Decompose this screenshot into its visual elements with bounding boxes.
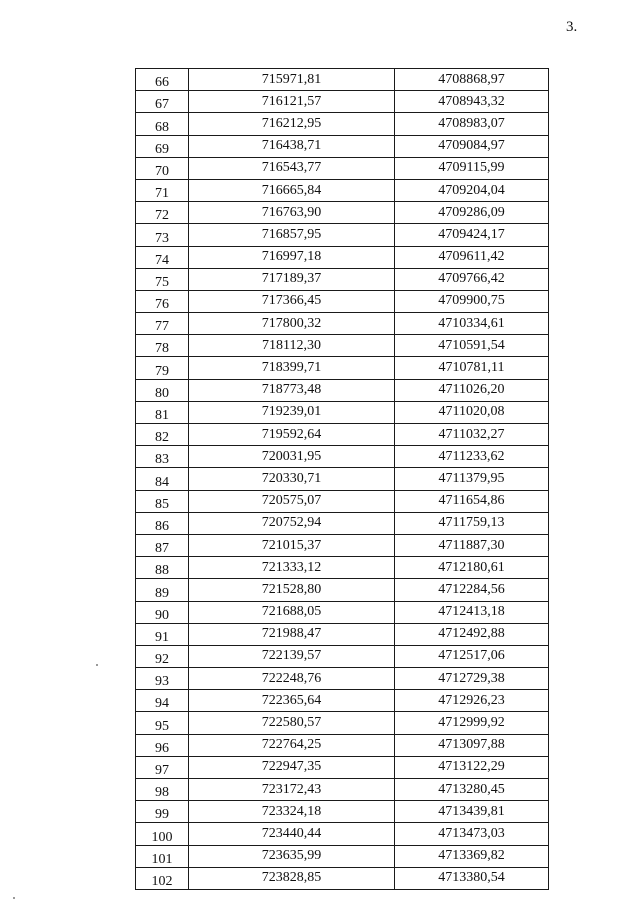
y-coordinate-cell: 4711759,13	[395, 512, 549, 534]
point-number-cell: 68	[136, 113, 189, 135]
y-coordinate-cell: 4713380,54	[395, 867, 549, 889]
table-row	[136, 490, 549, 512]
x-coordinate-cell: 721015,37	[189, 534, 395, 556]
table-row	[136, 801, 549, 823]
y-coordinate-cell: 4710591,54	[395, 335, 549, 357]
table-row	[136, 179, 549, 201]
y-coordinate-cell: 4711654,86	[395, 490, 549, 512]
y-coordinate-cell: 4709766,42	[395, 268, 549, 290]
x-coordinate-cell: 723172,43	[189, 779, 395, 801]
y-coordinate-cell: 4709424,17	[395, 224, 549, 246]
point-number-cell: 73	[136, 224, 189, 246]
table-row	[136, 557, 549, 579]
x-coordinate-cell: 716121,57	[189, 91, 395, 113]
point-number-cell: 67	[136, 91, 189, 113]
y-coordinate-cell: 4709900,75	[395, 290, 549, 312]
point-number-cell: 78	[136, 335, 189, 357]
point-number-cell: 70	[136, 157, 189, 179]
x-coordinate-cell: 719592,64	[189, 424, 395, 446]
y-coordinate-cell: 4713473,03	[395, 823, 549, 845]
y-coordinate-cell: 4711026,20	[395, 379, 549, 401]
table-row	[136, 446, 549, 468]
x-coordinate-cell: 722248,76	[189, 668, 395, 690]
table-row	[136, 69, 549, 91]
y-coordinate-cell: 4712999,92	[395, 712, 549, 734]
scan-speck	[96, 664, 98, 666]
x-coordinate-cell: 723440,44	[189, 823, 395, 845]
table-row	[136, 512, 549, 534]
y-coordinate-cell: 4709084,97	[395, 135, 549, 157]
y-coordinate-cell: 4708983,07	[395, 113, 549, 135]
table-row	[136, 202, 549, 224]
x-coordinate-cell: 720330,71	[189, 468, 395, 490]
x-coordinate-cell: 720575,07	[189, 490, 395, 512]
point-number-cell: 72	[136, 202, 189, 224]
table-row	[136, 823, 549, 845]
table-row	[136, 601, 549, 623]
table-row	[136, 424, 549, 446]
point-number-cell: 94	[136, 690, 189, 712]
table-row	[136, 756, 549, 778]
x-coordinate-cell: 716212,95	[189, 113, 395, 135]
y-coordinate-cell: 4709204,04	[395, 179, 549, 201]
x-coordinate-cell: 721988,47	[189, 623, 395, 645]
y-coordinate-cell: 4712517,06	[395, 645, 549, 667]
x-coordinate-cell: 715971,81	[189, 69, 395, 91]
coordinates-table	[135, 68, 549, 890]
x-coordinate-cell: 721688,05	[189, 601, 395, 623]
y-coordinate-cell: 4713280,45	[395, 779, 549, 801]
x-coordinate-cell: 719239,01	[189, 401, 395, 423]
y-coordinate-cell: 4711233,62	[395, 446, 549, 468]
table-row	[136, 379, 549, 401]
point-number-cell: 99	[136, 801, 189, 823]
table-row	[136, 91, 549, 113]
x-coordinate-cell: 723828,85	[189, 867, 395, 889]
table-row	[136, 690, 549, 712]
x-coordinate-cell: 720031,95	[189, 446, 395, 468]
point-number-cell: 76	[136, 290, 189, 312]
table-row	[136, 224, 549, 246]
point-number-cell: 96	[136, 734, 189, 756]
y-coordinate-cell: 4708868,97	[395, 69, 549, 91]
point-number-cell: 77	[136, 313, 189, 335]
point-number-cell: 98	[136, 779, 189, 801]
y-coordinate-cell: 4712413,18	[395, 601, 549, 623]
point-number-cell: 74	[136, 246, 189, 268]
table-row	[136, 246, 549, 268]
table-row	[136, 579, 549, 601]
point-number-cell: 71	[136, 179, 189, 201]
y-coordinate-cell: 4711887,30	[395, 534, 549, 556]
point-number-cell: 82	[136, 424, 189, 446]
table-row	[136, 135, 549, 157]
x-coordinate-cell: 717189,37	[189, 268, 395, 290]
y-coordinate-cell: 4712729,38	[395, 668, 549, 690]
y-coordinate-cell: 4710334,61	[395, 313, 549, 335]
x-coordinate-cell: 723324,18	[189, 801, 395, 823]
table-row	[136, 779, 549, 801]
table-row	[136, 734, 549, 756]
x-coordinate-cell: 718399,71	[189, 357, 395, 379]
x-coordinate-cell: 721528,80	[189, 579, 395, 601]
point-number-cell: 102	[136, 867, 189, 889]
x-coordinate-cell: 722947,35	[189, 756, 395, 778]
y-coordinate-cell: 4713097,88	[395, 734, 549, 756]
point-number-cell: 81	[136, 401, 189, 423]
table-row	[136, 290, 549, 312]
point-number-cell: 83	[136, 446, 189, 468]
page-number: 3.	[566, 19, 578, 35]
y-coordinate-cell: 4713122,29	[395, 756, 549, 778]
table-row	[136, 845, 549, 867]
point-number-cell: 66	[136, 69, 189, 91]
point-number-cell: 79	[136, 357, 189, 379]
x-coordinate-cell: 717366,45	[189, 290, 395, 312]
x-coordinate-cell: 722764,25	[189, 734, 395, 756]
point-number-cell: 85	[136, 490, 189, 512]
table-row	[136, 357, 549, 379]
x-coordinate-cell: 720752,94	[189, 512, 395, 534]
point-number-cell: 93	[136, 668, 189, 690]
table-row	[136, 867, 549, 889]
table-row	[136, 623, 549, 645]
x-coordinate-cell: 722580,57	[189, 712, 395, 734]
x-coordinate-cell: 716763,90	[189, 202, 395, 224]
x-coordinate-cell: 716438,71	[189, 135, 395, 157]
table-row	[136, 468, 549, 490]
y-coordinate-cell: 4708943,32	[395, 91, 549, 113]
point-number-cell: 87	[136, 534, 189, 556]
y-coordinate-cell: 4711032,27	[395, 424, 549, 446]
table-row	[136, 335, 549, 357]
point-number-cell: 100	[136, 823, 189, 845]
y-coordinate-cell: 4712180,61	[395, 557, 549, 579]
scan-speck	[13, 897, 15, 899]
point-number-cell: 89	[136, 579, 189, 601]
point-number-cell: 92	[136, 645, 189, 667]
table-row	[136, 113, 549, 135]
y-coordinate-cell: 4712284,56	[395, 579, 549, 601]
x-coordinate-cell: 716543,77	[189, 157, 395, 179]
x-coordinate-cell: 718773,48	[189, 379, 395, 401]
point-number-cell: 97	[136, 756, 189, 778]
point-number-cell: 90	[136, 601, 189, 623]
x-coordinate-cell: 716997,18	[189, 246, 395, 268]
x-coordinate-cell: 721333,12	[189, 557, 395, 579]
y-coordinate-cell: 4709286,09	[395, 202, 549, 224]
table-row	[136, 313, 549, 335]
x-coordinate-cell: 717800,32	[189, 313, 395, 335]
y-coordinate-cell: 4711379,95	[395, 468, 549, 490]
point-number-cell: 75	[136, 268, 189, 290]
y-coordinate-cell: 4710781,11	[395, 357, 549, 379]
x-coordinate-cell: 723635,99	[189, 845, 395, 867]
x-coordinate-cell: 722365,64	[189, 690, 395, 712]
table-row	[136, 401, 549, 423]
point-number-cell: 91	[136, 623, 189, 645]
x-coordinate-cell: 718112,30	[189, 335, 395, 357]
x-coordinate-cell: 722139,57	[189, 645, 395, 667]
point-number-cell: 69	[136, 135, 189, 157]
coordinates-table-body	[136, 69, 549, 890]
y-coordinate-cell: 4711020,08	[395, 401, 549, 423]
point-number-cell: 95	[136, 712, 189, 734]
point-number-cell: 86	[136, 512, 189, 534]
table-row	[136, 157, 549, 179]
table-row	[136, 534, 549, 556]
table-row	[136, 668, 549, 690]
point-number-cell: 101	[136, 845, 189, 867]
y-coordinate-cell: 4709611,42	[395, 246, 549, 268]
point-number-cell: 88	[136, 557, 189, 579]
y-coordinate-cell: 4712492,88	[395, 623, 549, 645]
y-coordinate-cell: 4712926,23	[395, 690, 549, 712]
point-number-cell: 80	[136, 379, 189, 401]
x-coordinate-cell: 716665,84	[189, 179, 395, 201]
table-row	[136, 268, 549, 290]
table-row	[136, 645, 549, 667]
table-row	[136, 712, 549, 734]
x-coordinate-cell: 716857,95	[189, 224, 395, 246]
y-coordinate-cell: 4713369,82	[395, 845, 549, 867]
point-number-cell: 84	[136, 468, 189, 490]
y-coordinate-cell: 4713439,81	[395, 801, 549, 823]
y-coordinate-cell: 4709115,99	[395, 157, 549, 179]
